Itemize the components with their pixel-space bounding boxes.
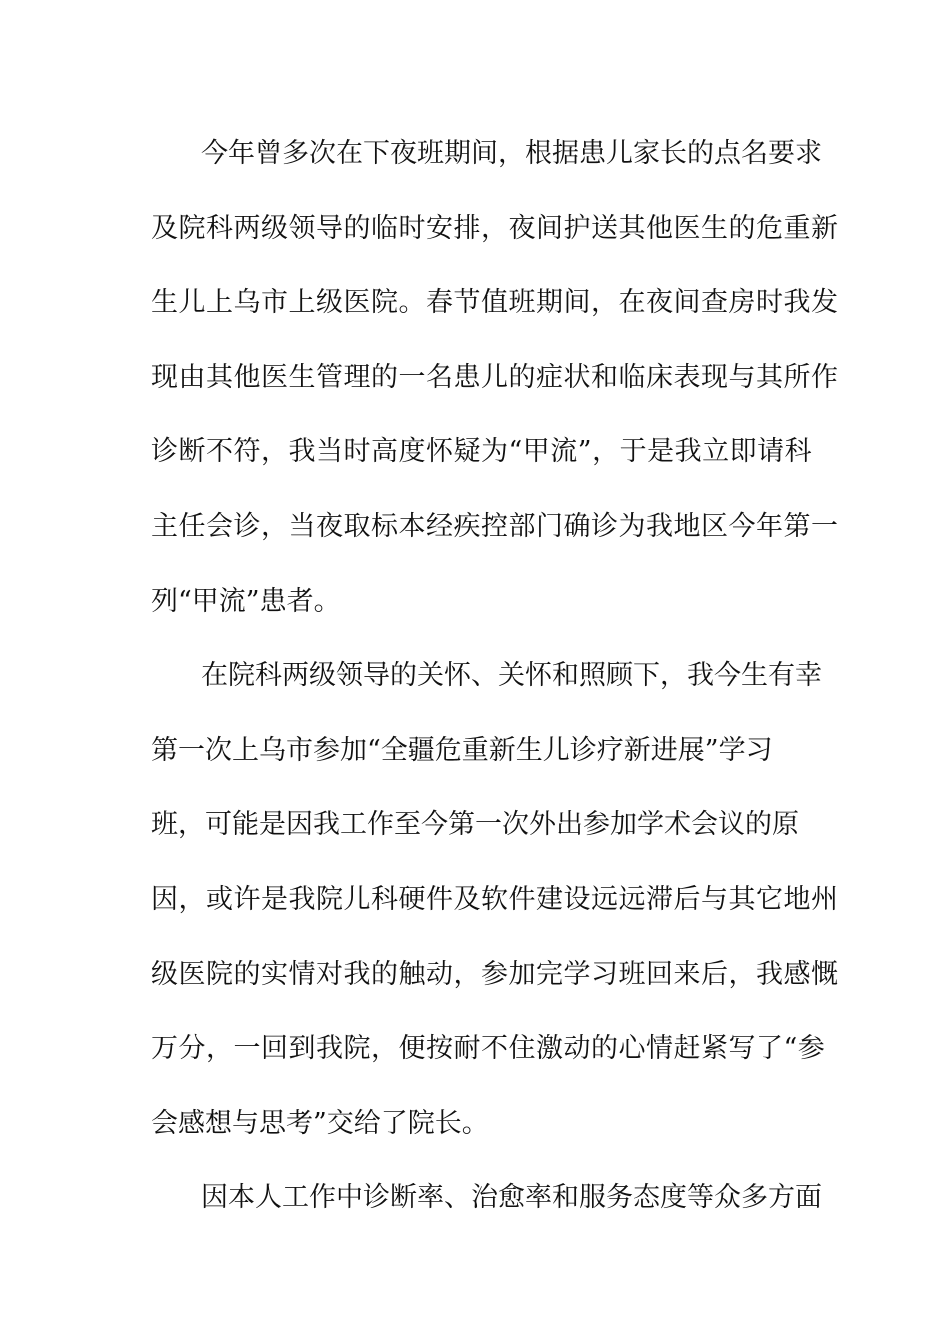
paragraph-2 bbox=[151, 650, 839, 1172]
text-line: 会感想与思考”交给了院长。 bbox=[151, 1107, 489, 1139]
text-line: 因，或许是我院儿科硬件及软件建设远远滞后与其它地州 bbox=[151, 883, 839, 915]
text-line: 现由其他医生管理的一名患儿的症状和临床表现与其所作 bbox=[151, 361, 839, 393]
text-line: 生儿上乌市上级医院。春节值班期间，在夜间查房时我发 bbox=[151, 287, 839, 319]
paragraph-1 bbox=[151, 128, 839, 650]
text-line: 列“甲流”患者。 bbox=[151, 585, 341, 617]
paragraph-3 bbox=[151, 1172, 822, 1247]
text-line: 及院科两级领导的临时安排，夜间护送其他医生的危重新 bbox=[151, 212, 839, 244]
text-line: 班，可能是因我工作至今第一次外出参加学术会议的原 bbox=[151, 809, 799, 841]
body-text bbox=[151, 128, 839, 1247]
text-line: 今年曾多次在下夜班期间，根据患儿家长的点名要求 bbox=[201, 138, 822, 169]
text-line: 级医院的实情对我的触动，参加完学习班回来后，我感慨 bbox=[151, 958, 839, 990]
text-line: 第一次上乌市参加“全疆危重新生儿诊疗新进展”学习 bbox=[151, 734, 773, 766]
text-line: 诊断不符，我当时高度怀疑为“甲流”，于是我立即请科 bbox=[151, 436, 813, 468]
text-line: 因本人工作中诊断率、治愈率和服务态度等众多方面 bbox=[201, 1182, 822, 1214]
text-line: 在院科两级领导的关怀、关怀和照顾下，我今生有幸 bbox=[201, 660, 822, 692]
text-line: 万分，一回到我院，便按耐不住激动的心情赶紧写了“参 bbox=[151, 1033, 826, 1065]
text-line: 主任会诊，当夜取标本经疾控部门确诊为我地区今年第一 bbox=[151, 510, 839, 542]
